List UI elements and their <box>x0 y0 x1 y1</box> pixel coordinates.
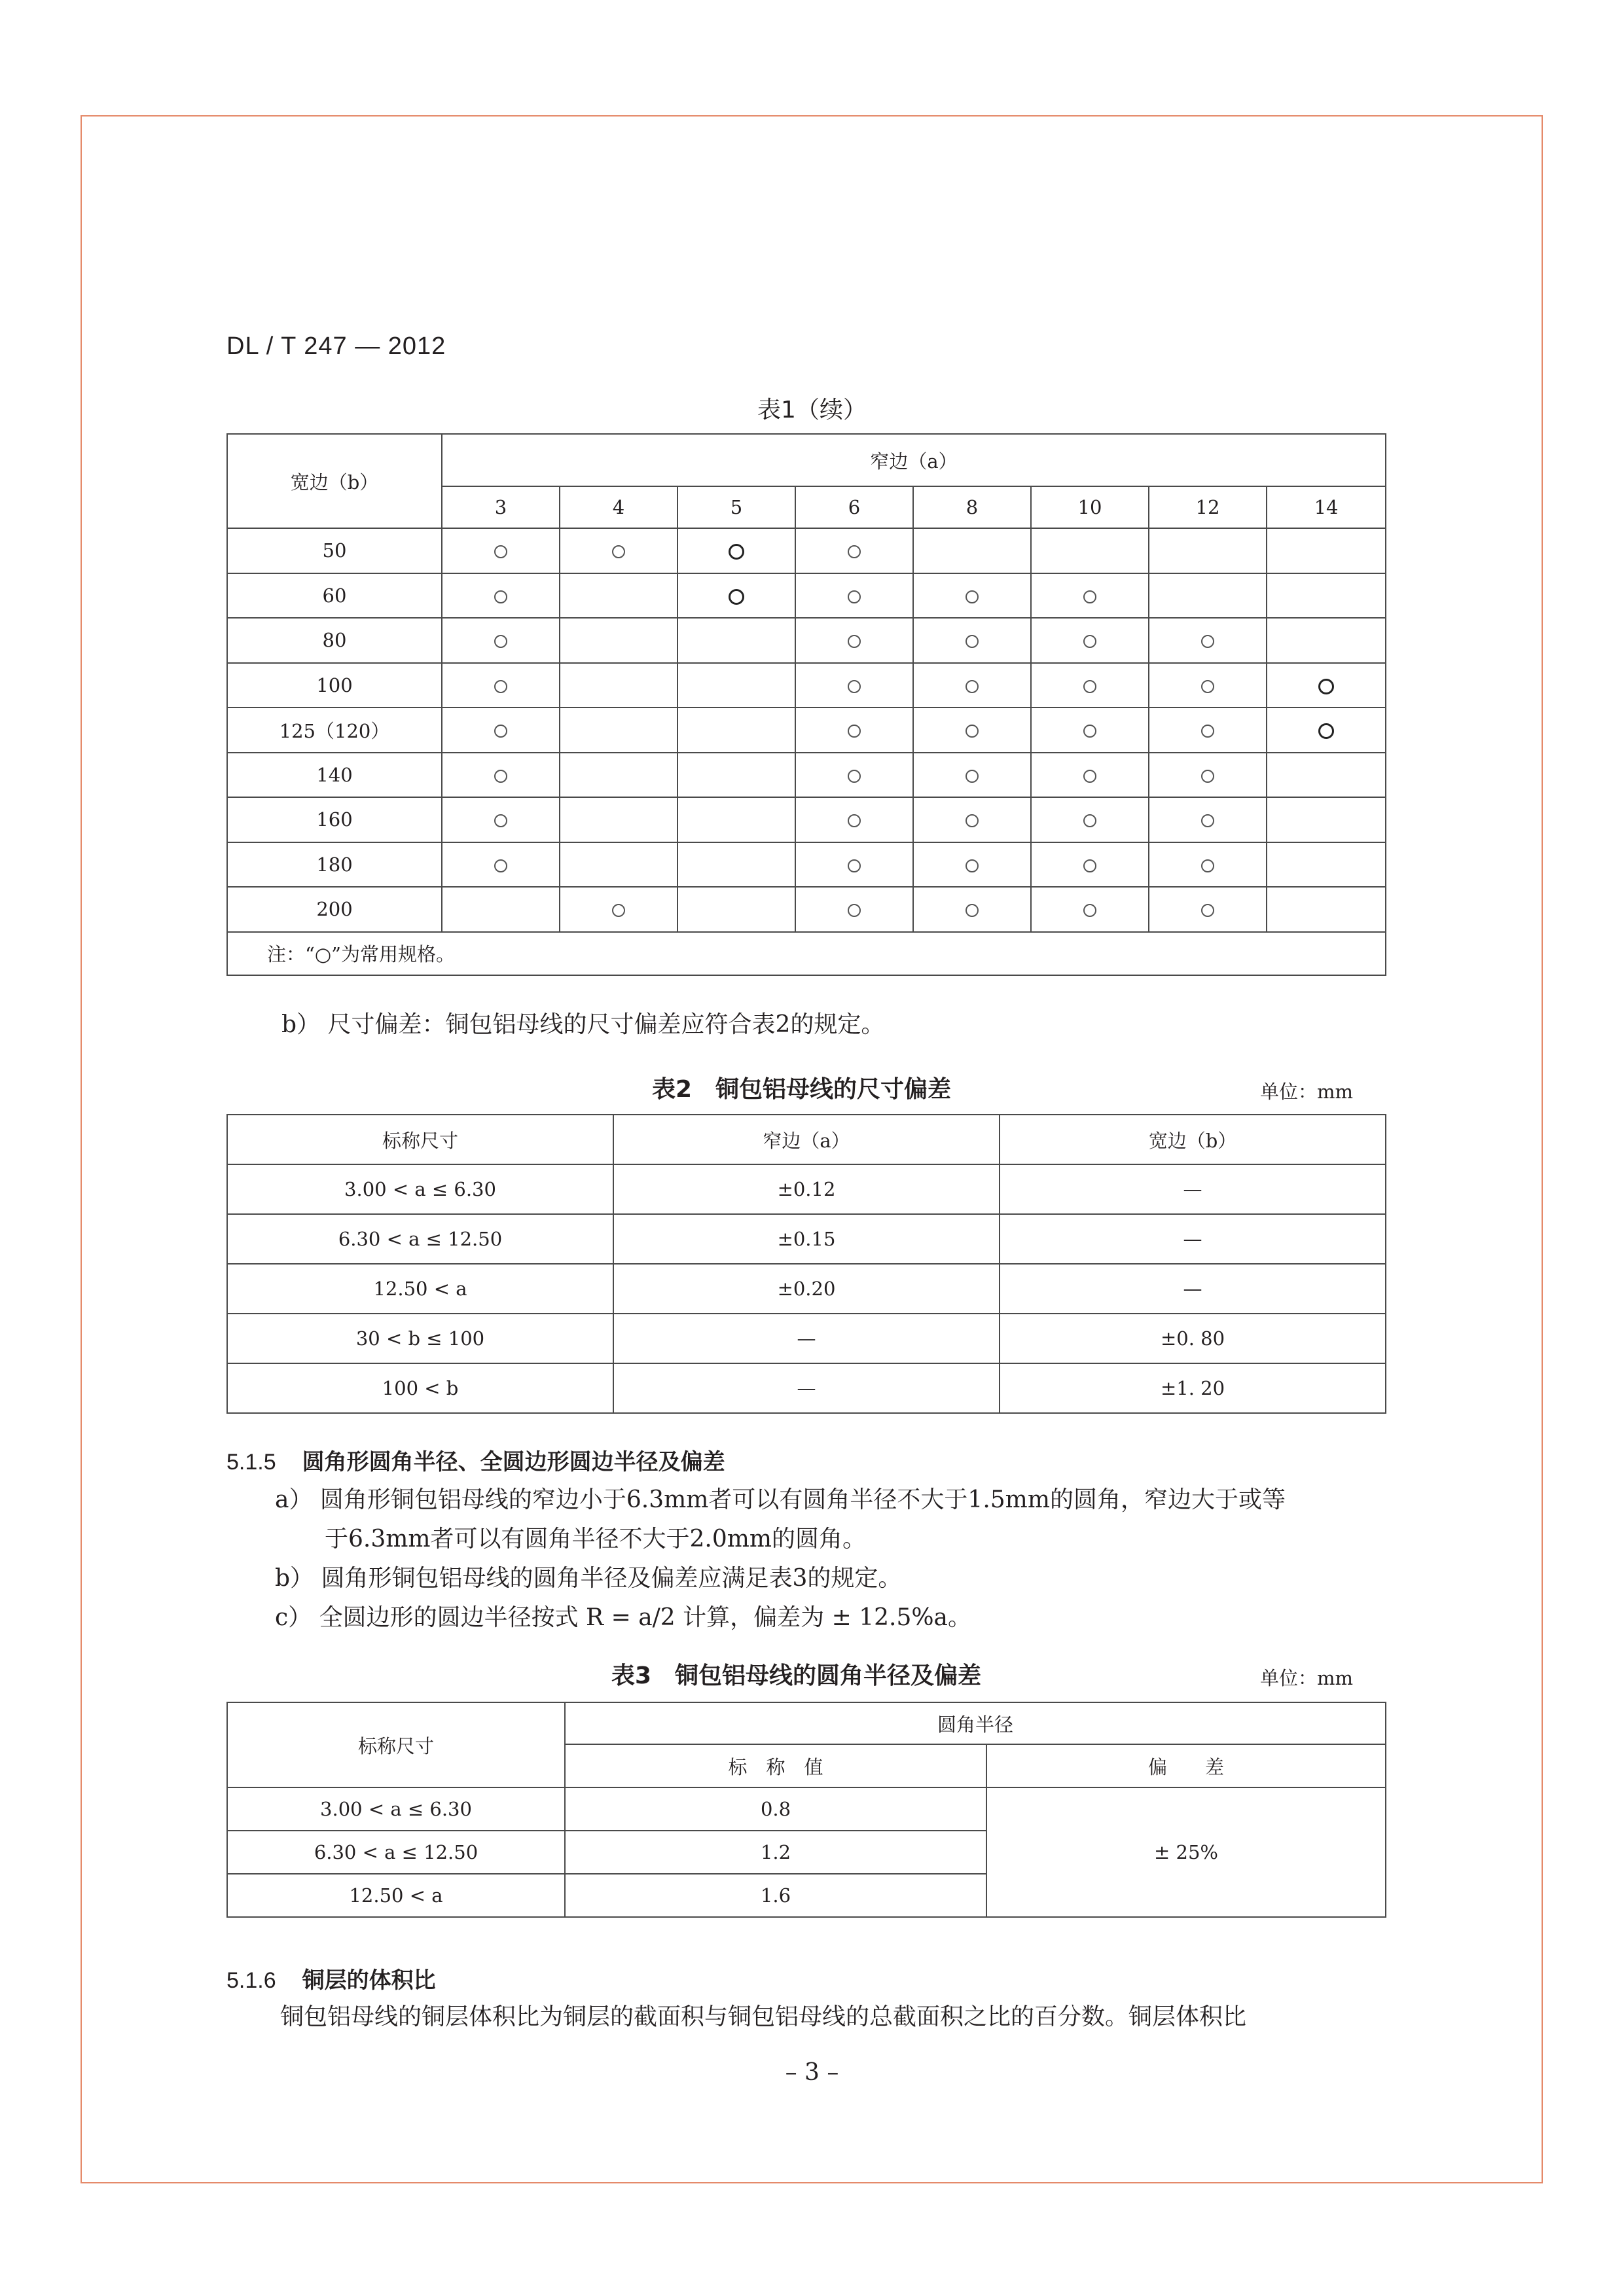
table1-col-14: 14 <box>1267 486 1386 528</box>
table2-cell: 3.00 < a ≤ 6.30 <box>227 1164 613 1214</box>
common-spec-circle-icon <box>848 635 861 648</box>
table1-cell <box>1149 708 1267 753</box>
common-spec-circle-icon <box>1201 770 1214 783</box>
table1-cell <box>913 618 1031 663</box>
table1-cell <box>795 528 913 573</box>
common-spec-circle-icon <box>494 590 507 603</box>
common-spec-circle-icon <box>848 545 861 558</box>
table1-row-label: 100 <box>227 663 442 708</box>
table3-cell: 3.00 < a ≤ 6.30 <box>227 1787 565 1831</box>
table1-cell <box>913 528 1031 573</box>
table1-cell <box>677 663 795 708</box>
common-spec-circle-icon <box>1318 679 1334 694</box>
para-5-1-5-a-line1: a） 圆角形铜包铝母线的窄边小于6.3mm者可以有圆角半径不大于1.5mm的圆角，窄边大于或等 <box>275 1486 1286 1513</box>
table1-cell <box>913 663 1031 708</box>
table1-row-label: 140 <box>227 753 442 798</box>
table1-cell <box>1149 663 1267 708</box>
common-spec-circle-icon <box>848 814 861 827</box>
table1-row-header: 宽边（b） <box>227 434 442 528</box>
table-row <box>227 887 1386 932</box>
common-spec-circle-icon <box>848 680 861 693</box>
common-spec-circle-icon <box>494 635 507 648</box>
document-code: DL / T 247 — 2012 <box>226 332 446 360</box>
table3-header-radius: 圆角半径 <box>565 1702 1386 1744</box>
common-spec-circle-icon <box>494 859 507 872</box>
table-row <box>227 1787 1386 1831</box>
table1-col-4: 4 <box>560 486 677 528</box>
common-spec-circle-icon <box>494 545 507 558</box>
table1-cell <box>1267 573 1386 619</box>
table1-cell <box>1031 753 1149 798</box>
table1-cell <box>677 528 795 573</box>
table2-cell: — <box>1000 1264 1386 1314</box>
table1-cell <box>795 663 913 708</box>
common-spec-circle-icon <box>612 904 625 917</box>
table1-cell <box>442 797 560 842</box>
common-spec-circle-icon <box>1201 904 1214 917</box>
table2-cell: ±0. 80 <box>1000 1314 1386 1363</box>
table1-cell <box>1149 753 1267 798</box>
common-spec-circle-icon <box>1083 770 1096 783</box>
table1-cell <box>560 573 677 619</box>
table1-cell <box>560 842 677 888</box>
table-row <box>227 842 1386 888</box>
common-spec-circle-icon <box>1083 590 1096 603</box>
common-spec-circle-icon <box>1083 725 1096 738</box>
common-spec-circle-icon <box>1083 904 1096 917</box>
common-spec-circle-icon <box>848 725 861 738</box>
table1-col-3: 3 <box>442 486 560 528</box>
table2-cell: ±0.15 <box>613 1214 1000 1264</box>
table2-caption: 表2 铜包铝母线的尺寸偏差 <box>652 1076 952 1103</box>
table2-cell: ±0.20 <box>613 1264 1000 1314</box>
table1-cell <box>1031 708 1149 753</box>
table1-row-label: 160 <box>227 797 442 842</box>
table1-cell <box>677 842 795 888</box>
common-spec-circle-icon <box>1201 680 1214 693</box>
table2-cell: — <box>613 1363 1000 1413</box>
table1-col-5: 5 <box>677 486 795 528</box>
table-row <box>227 1214 1386 1264</box>
table3-cell: 12.50 < a <box>227 1874 565 1917</box>
common-spec-circle-icon <box>1201 725 1214 738</box>
table1-col-10: 10 <box>1031 486 1149 528</box>
common-spec-circle-icon <box>1083 635 1096 648</box>
para-5-1-5-a-line2: 于6.3mm者可以有圆角半径不大于2.0mm的圆角。 <box>325 1526 867 1552</box>
table2-cell: 30 < b ≤ 100 <box>227 1314 613 1363</box>
table1-cell <box>913 842 1031 888</box>
table1-cell <box>442 842 560 888</box>
table1-cell <box>560 708 677 753</box>
table-row <box>227 573 1386 619</box>
table1-row-label: 200 <box>227 887 442 932</box>
table1-cell <box>677 887 795 932</box>
table1-cell <box>1267 797 1386 842</box>
common-spec-circle-icon <box>965 904 979 917</box>
table1-cell <box>1267 618 1386 663</box>
table1-cell <box>677 797 795 842</box>
table1-cell <box>1031 887 1149 932</box>
common-spec-circle-icon <box>848 590 861 603</box>
table1-cell <box>1267 887 1386 932</box>
common-spec-circle-icon <box>965 725 979 738</box>
table1-row-label: 80 <box>227 618 442 663</box>
table2-cell: 6.30 < a ≤ 12.50 <box>227 1214 613 1264</box>
common-spec-circle-icon <box>965 680 979 693</box>
table1-cell <box>442 573 560 619</box>
table2-cell: — <box>1000 1164 1386 1214</box>
table1-cell <box>442 663 560 708</box>
table3-cell: 1.2 <box>565 1831 986 1874</box>
table1-cell <box>1031 528 1149 573</box>
section-number: 5.1.5 <box>226 1450 276 1475</box>
common-spec-circle-icon <box>1083 680 1096 693</box>
table-row <box>227 753 1386 798</box>
table1-col-8: 8 <box>913 486 1031 528</box>
common-spec-circle-icon <box>848 904 861 917</box>
table1-cell <box>795 753 913 798</box>
table1-cell <box>1267 753 1386 798</box>
table-row <box>227 1363 1386 1413</box>
table1-cell <box>677 573 795 619</box>
common-spec-circle-icon <box>494 680 507 693</box>
table1-cell <box>560 528 677 573</box>
table2-unit: 单位：mm <box>1260 1081 1353 1103</box>
para-5-1-5-c: c） 全圆边形的圆边半径按式 R = a/2 计算，偏差为 ± 12.5%a。 <box>275 1604 972 1631</box>
table1-row-label: 50 <box>227 528 442 573</box>
table3-cell: 1.6 <box>565 1874 986 1917</box>
table1-cell <box>1267 528 1386 573</box>
common-spec-circle-icon <box>965 590 979 603</box>
common-spec-circle-icon <box>729 544 744 560</box>
table1-cell <box>1149 618 1267 663</box>
table1-caption: 表1（续） <box>757 397 867 423</box>
common-spec-circle-icon <box>1201 814 1214 827</box>
table1-cell <box>795 842 913 888</box>
common-spec-circle-icon <box>612 545 625 558</box>
table2-cell: 100 < b <box>227 1363 613 1413</box>
table1-row-label: 125（120） <box>227 708 442 753</box>
table1-col-6: 6 <box>795 486 913 528</box>
table-row <box>227 797 1386 842</box>
section-5-1-6-heading <box>226 1962 436 1994</box>
common-spec-circle-icon <box>1318 723 1334 739</box>
table1-cell <box>913 753 1031 798</box>
table1-cell <box>1267 663 1386 708</box>
common-spec-circle-icon <box>848 859 861 872</box>
table1-cell <box>913 887 1031 932</box>
table3-header-deviation: 偏 差 <box>986 1744 1386 1787</box>
common-spec-circle-icon <box>1083 859 1096 872</box>
table1-cell <box>913 708 1031 753</box>
table1-cell <box>795 708 913 753</box>
common-spec-circle-icon <box>965 635 979 648</box>
table2-cell: ±0.12 <box>613 1164 1000 1214</box>
table1-cell <box>795 797 913 842</box>
table1-cell <box>1149 797 1267 842</box>
table1-cell <box>442 528 560 573</box>
table3-caption: 表3 铜包铝母线的圆角半径及偏差 <box>611 1662 982 1689</box>
table3-header-nominal: 标 称 值 <box>565 1744 986 1787</box>
table-row <box>227 528 1386 573</box>
table1-col-12: 12 <box>1149 486 1267 528</box>
common-spec-circle-icon <box>965 814 979 827</box>
table1-row-label: 60 <box>227 573 442 619</box>
section-number: 5.1.6 <box>226 1968 276 1993</box>
table-row <box>227 1164 1386 1214</box>
table3-cell: 0.8 <box>565 1787 986 1831</box>
table2 <box>226 1114 1386 1414</box>
table1-cell <box>560 753 677 798</box>
table2-cell: — <box>613 1314 1000 1363</box>
table3-header-size: 标称尺寸 <box>227 1702 565 1787</box>
table1-cell <box>1031 797 1149 842</box>
table1-cell <box>1031 663 1149 708</box>
table3 <box>226 1702 1386 1918</box>
table2-header: 窄边（a） <box>613 1115 1000 1164</box>
table1-cell <box>442 887 560 932</box>
table1-cell <box>442 753 560 798</box>
table-row <box>227 1264 1386 1314</box>
para-b: b） 尺寸偏差：铜包铝母线的尺寸偏差应符合表2的规定。 <box>281 1011 885 1038</box>
table3-deviation: ± 25% <box>986 1787 1386 1917</box>
common-spec-circle-icon <box>494 770 507 783</box>
table1-cell <box>1031 573 1149 619</box>
table1-cell <box>677 618 795 663</box>
table1-cell <box>560 887 677 932</box>
table1-cell <box>1149 887 1267 932</box>
table1-cell <box>1031 842 1149 888</box>
table1-cell <box>560 618 677 663</box>
table1-cell <box>913 797 1031 842</box>
table1-cell <box>913 573 1031 619</box>
para-5-1-5-b: b） 圆角形铜包铝母线的圆角半径及偏差应满足表3的规定。 <box>275 1565 902 1592</box>
table1-cell <box>795 573 913 619</box>
table1-col-header: 窄边（a） <box>442 434 1386 486</box>
table1-cell <box>677 708 795 753</box>
common-spec-circle-icon <box>848 770 861 783</box>
common-spec-circle-icon <box>1201 635 1214 648</box>
table2-cell: — <box>1000 1214 1386 1264</box>
para-5-1-6: 铜包铝母线的铜层体积比为铜层的截面积与铜包铝母线的总截面积之比的百分数。铜层体积比 <box>280 2003 1247 2030</box>
common-spec-circle-icon <box>729 589 744 605</box>
table1-note: 注：“○”为常用规格。 <box>227 932 1386 975</box>
common-spec-circle-icon <box>494 725 507 738</box>
common-spec-circle-icon <box>1201 859 1214 872</box>
table-row <box>227 663 1386 708</box>
table1-cell <box>1267 708 1386 753</box>
table1-cell <box>677 753 795 798</box>
table1-cell <box>442 708 560 753</box>
table-row <box>227 708 1386 753</box>
table-row <box>227 1314 1386 1363</box>
common-spec-circle-icon <box>965 859 979 872</box>
common-spec-circle-icon <box>965 770 979 783</box>
table1-cell <box>1031 618 1149 663</box>
table1-cell <box>1149 528 1267 573</box>
table1-cell <box>795 887 913 932</box>
table-row <box>227 618 1386 663</box>
table1 <box>226 433 1386 976</box>
table1-cell <box>1267 842 1386 888</box>
table3-cell: 6.30 < a ≤ 12.50 <box>227 1831 565 1874</box>
common-spec-circle-icon <box>494 814 507 827</box>
table2-header: 标称尺寸 <box>227 1115 613 1164</box>
table1-row-label: 180 <box>227 842 442 888</box>
table1-cell <box>560 663 677 708</box>
common-spec-circle-icon <box>1083 814 1096 827</box>
section-title: 铜层的体积比 <box>302 1967 436 1994</box>
page-number: – 3 – <box>785 2059 839 2086</box>
table2-header: 宽边（b） <box>1000 1115 1386 1164</box>
section-5-1-5-heading <box>226 1444 725 1476</box>
table1-cell <box>560 797 677 842</box>
table1-cell <box>795 618 913 663</box>
table1-cell <box>1149 842 1267 888</box>
table1-cell <box>442 618 560 663</box>
table2-cell: ±1. 20 <box>1000 1363 1386 1413</box>
table3-unit: 单位：mm <box>1260 1667 1353 1689</box>
section-title: 圆角形圆角半径、全圆边形圆边半径及偏差 <box>302 1449 725 1475</box>
table1-cell <box>1149 573 1267 619</box>
table2-cell: 12.50 < a <box>227 1264 613 1314</box>
